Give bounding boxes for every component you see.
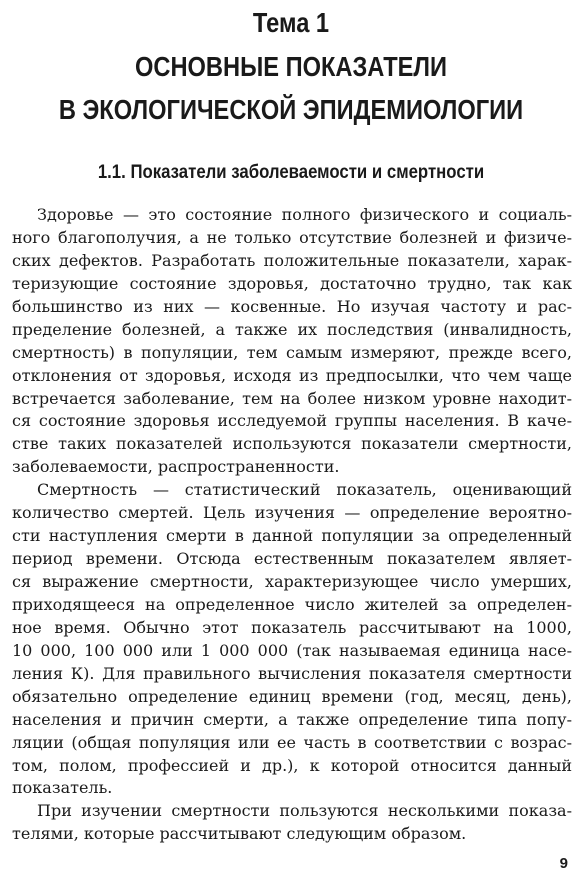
text-line: 10 000, 100 000 или 1 000 000 (так называемая единица насе- [12,640,572,660]
text-line: Здоровье — это состояние полного физического и социаль- [37,205,572,224]
text-line: период времени. Отсюда естественным показателем являет- [12,549,572,569]
text-line: ления К). Для правильного вычисления показателя смертности [12,663,572,683]
text-line: теризующие состояние здоровья, достаточно трудно, так как [12,273,572,293]
text-line: населения и причин смерти, а также определение типа попу- [12,709,572,729]
text-line: пределение болезней, а также их последствия (инвалидность, [12,319,572,339]
body-text [12,204,572,846]
paragraph [12,479,572,800]
text-line: телями, которые рассчитывают следующим образом. [12,824,467,844]
text-line: заболеваемости, распространенности. [12,457,340,477]
text-line: ских дефектов. Разработать положительные показатели, харак- [12,250,572,270]
text-line: показатель. [12,778,113,798]
text-line: Смертность — статистический показатель, оценивающий [37,480,572,500]
text-line: ся выражение смертности, характеризующее число умерших, [12,572,572,591]
text-line: том, полом, профессией и др.), к которой относится данный [12,755,572,775]
text-line: отклонения от здоровья, исходя из предпосылки, что чем чаще [12,365,572,385]
text-line: ся состояние здоровья исследуемой группы населения. В каче- [12,411,572,431]
chapter-title-line1: ОСНОВНЫЕ ПОКАЗАТЕЛИ [134,51,448,82]
page-number: 9 [559,855,568,872]
text-line: стве таких показателей используются показатели смертности, [12,434,572,454]
paragraph [12,204,572,479]
text-line: При изучении смертности пользуются несколькими показа- [37,801,572,821]
text-line: сти наступления смерти в данной популяции за определенный [12,526,572,546]
chapter-title-line2: В ЭКОЛОГИЧЕСКОЙ ЭПИДЕМИОЛОГИИ [58,94,524,125]
text-line: обязательно определение единиц времени (год, месяц, день), [12,686,572,706]
text-line: ное время. Обычно этот показатель рассчитывают на 1000, [12,617,572,637]
paragraph [12,800,572,846]
text-line: количество смертей. Цель изучения — определение вероятно- [12,503,572,523]
text-line: ного благополучия, а не только отсутствие болезней и физиче- [12,227,572,247]
text-line: ляции (общая популяция или ее часть в соответствии с возрас- [12,732,572,752]
text-line: встречается заболевание, тем на более низком уровне находит- [12,388,572,408]
topic-number: Тема 1 [252,7,330,38]
text-line: приходящееся на определенное число жителей за определен- [12,594,572,614]
text-line: смертность) в популяции, тем самым измеряют, прежде всего, [12,342,572,362]
text-line: большинство из них — косвенные. Но изучая частоту и рас- [12,296,572,316]
section-title: 1.1. Показатели заболеваемости и смертности [97,161,485,183]
